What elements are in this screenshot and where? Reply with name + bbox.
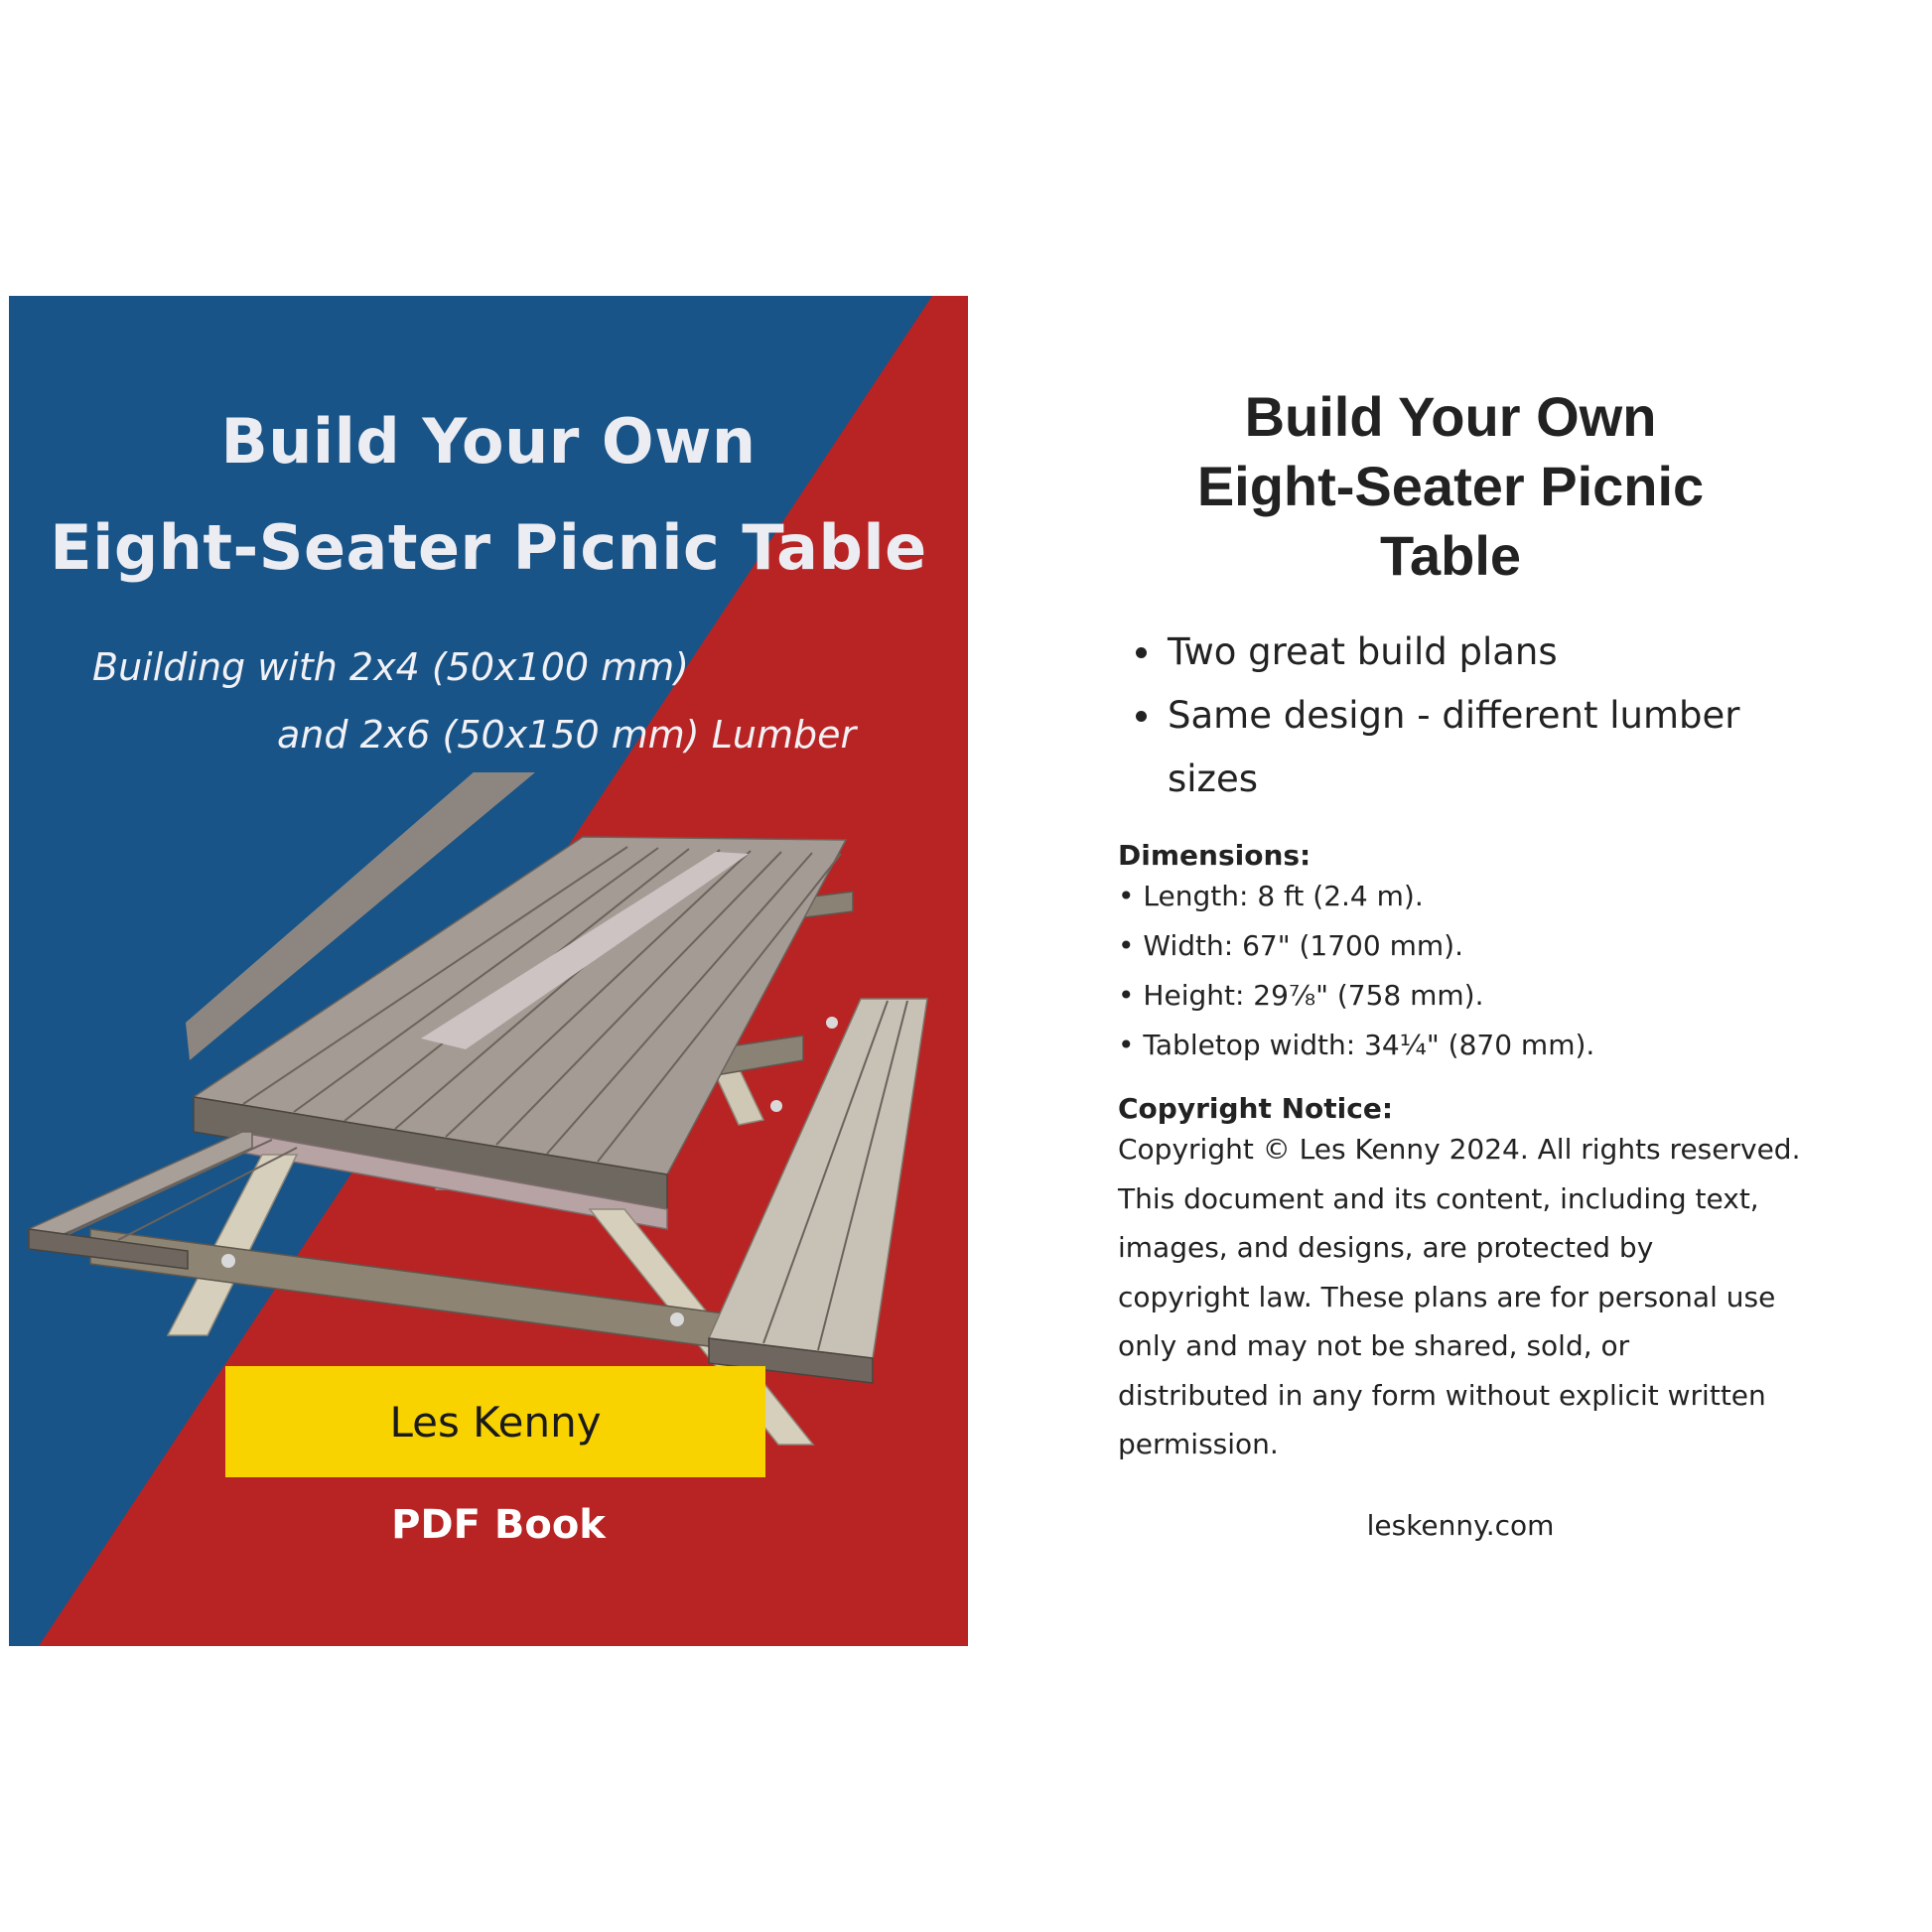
website-link[interactable]: leskenny.com <box>1366 1508 1555 1542</box>
feature-list <box>1118 621 1813 811</box>
author-banner <box>225 1366 765 1477</box>
picnic-table-illustration <box>9 772 968 1448</box>
copyright-line: This document and its content, including text, <box>1118 1181 1759 1215</box>
copyright-text <box>1118 1125 1813 1469</box>
feature-text: sizes <box>1168 758 1259 800</box>
author-name: Les Kenny <box>389 1397 602 1447</box>
copyright-heading: Copyright Notice: <box>1118 1092 1394 1125</box>
copyright-line: Copyright © Les Kenny 2024. All rights reserved. <box>1118 1133 1801 1166</box>
copyright-line: images, and designs, are protected by <box>1118 1231 1654 1264</box>
copyright-line: only and may not be shared, sold, or <box>1118 1329 1630 1362</box>
description-title-line: Build Your Own <box>1244 385 1657 448</box>
dimension-item: • Height: 29⅞" (758 mm). <box>1118 979 1484 1012</box>
description-panel <box>1118 382 1813 1542</box>
dimension-item: • Width: 67" (1700 mm). <box>1118 929 1463 962</box>
cover-title-line2: Eight-Seater Picnic Table <box>50 511 927 584</box>
description-title <box>1108 382 1793 591</box>
copyright-line: permission. <box>1118 1428 1279 1460</box>
dimensions-list <box>1118 872 1813 1070</box>
book-cover <box>9 296 968 1646</box>
copyright-line: copyright law. These plans are for personal use <box>1118 1280 1776 1313</box>
feature-item <box>1118 621 1813 684</box>
bullet-icon <box>1136 647 1147 658</box>
dimensions-heading: Dimensions: <box>1118 839 1311 872</box>
format-label: PDF Book <box>391 1502 606 1548</box>
feature-text: Same design - different lumber <box>1168 694 1740 737</box>
cover-title-line1: Build Your Own <box>220 405 757 478</box>
cover-subtitle-line2: and 2x6 (50x150 mm) Lumber <box>277 713 857 757</box>
dimension-item: • Length: 8 ft (2.4 m). <box>1118 880 1424 912</box>
feature-item <box>1118 684 1813 748</box>
dimension-item: • Tabletop width: 34¼" (870 mm). <box>1118 1029 1595 1061</box>
copyright-line: distributed in any form without explicit written <box>1118 1378 1766 1412</box>
feature-text: Two great build plans <box>1168 630 1558 673</box>
bullet-icon <box>1136 711 1147 722</box>
cover-subtitle-line1: Building with 2x4 (50x100 mm) <box>92 645 689 689</box>
description-title-line: Table <box>1379 524 1522 587</box>
feature-item-continuation <box>1118 748 1813 811</box>
description-title-line: Eight-Seater Picnic <box>1196 455 1705 517</box>
